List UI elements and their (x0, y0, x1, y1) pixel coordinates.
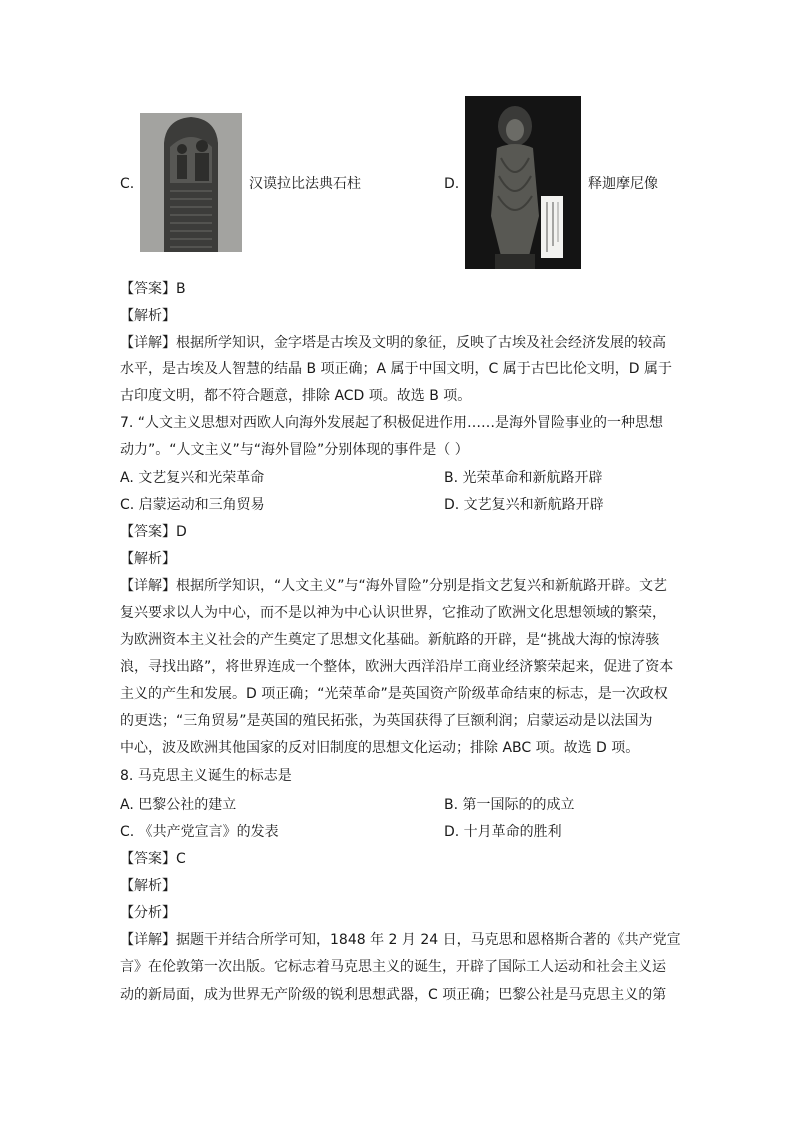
q6-answer: 【答案】B (120, 281, 186, 297)
q6-analysis-heading: 【解析】 (120, 308, 176, 324)
q7-detail-line: 主义的产生和发展。D 项正确；“光荣革命”是英国资产阶级革命结束的标志，是一次政权 (120, 686, 668, 702)
q6-detail-line: 【详解】根据所学知识，金字塔是古埃及文明的象征，反映了古埃及社会经济发展的较高 (120, 335, 666, 351)
q8-fenxi-heading: 【分析】 (120, 905, 176, 921)
option-c-letter: C. (120, 176, 135, 192)
buddha-statue-image (465, 96, 581, 269)
q8-option-c: C. 《共产党宣言》的发表 (120, 824, 279, 840)
q8-option-d: D. 十月革命的胜利 (444, 824, 562, 840)
q6-detail-line: 古印度文明，都不符合题意，排除 ACD 项。故选 B 项。 (120, 388, 472, 404)
q8-detail-line: 言》在伦敦第一次出版。它标志着马克思主义的诞生，开辟了国际工人运动和社会主义运 (120, 959, 666, 975)
q7-analysis-heading: 【解析】 (120, 551, 176, 567)
q7-option-d: D. 文艺复兴和新航路开辟 (444, 497, 604, 513)
q8-answer: 【答案】C (120, 851, 186, 867)
q7-stem-line: 7. “人文主义思想对西欧人向海外发展起了积极促进作用……是海外冒险事业的一种思想 (120, 415, 664, 431)
q8-stem: 8. 马克思主义诞生的标志是 (120, 768, 292, 784)
option-d-caption: 释迦摩尼像 (588, 176, 658, 192)
q7-option-a: A. 文艺复兴和光荣革命 (120, 470, 265, 486)
q8-option-b: B. 第一国际的的成立 (444, 797, 575, 813)
q7-detail-line: 的更迭；“三角贸易”是英国的殖民拓张，为英国获得了巨额利润；启蒙运动是以法国为 (120, 713, 653, 729)
q7-option-b: B. 光荣革命和新航路开辟 (444, 470, 603, 486)
q6-detail-line: 水平，是古埃及人智慧的结晶 B 项正确；A 属于中国文明，C 属于古巴比伦文明，D 属于 (120, 361, 672, 377)
q8-detail-line: 动的新局面，成为世界无产阶级的锐利思想武器，C 项正确；巴黎公社是马克思主义的第 (120, 987, 667, 1003)
q8-analysis-heading: 【解析】 (120, 878, 176, 894)
option-d-letter: D. (444, 176, 460, 192)
q7-option-c: C. 启蒙运动和三角贸易 (120, 497, 265, 513)
hammurabi-stele-image (140, 113, 242, 252)
q8-detail-line: 【详解】据题干并结合所学可知，1848 年 2 月 24 日，马克思和恩格斯合著的《共产党宣 (120, 932, 681, 948)
q7-detail-line: 中心，波及欧洲其他国家的反对旧制度的思想文化运动；排除 ABC 项。故选 D 项。 (120, 740, 640, 756)
q8-option-a: A. 巴黎公社的建立 (120, 797, 237, 813)
q7-detail-line: 为欧洲资本主义社会的产生奠定了思想文化基础。新航路的开辟，是“挑战大海的惊涛骇 (120, 632, 660, 648)
q7-detail-line: 【详解】根据所学知识，“人文主义”与“海外冒险”分别是指文艺复兴和新航路开辟。文艺 (120, 578, 668, 594)
q7-detail-line: 复兴要求以人为中心，而不是以神为中心认识世界，它推动了欧洲文化思想领域的繁荣， (120, 605, 666, 621)
option-c-caption: 汉谟拉比法典石柱 (249, 176, 361, 192)
q7-answer: 【答案】D (120, 524, 187, 540)
q7-detail-line: 浪，寻找出路”，将世界连成一个整体，欧洲大西洋沿岸工商业经济繁荣起来，促进了资本 (120, 659, 674, 675)
q7-stem-line: 动力”。“人文主义”与“海外冒险”分别体现的事件是（ ） (120, 442, 469, 458)
